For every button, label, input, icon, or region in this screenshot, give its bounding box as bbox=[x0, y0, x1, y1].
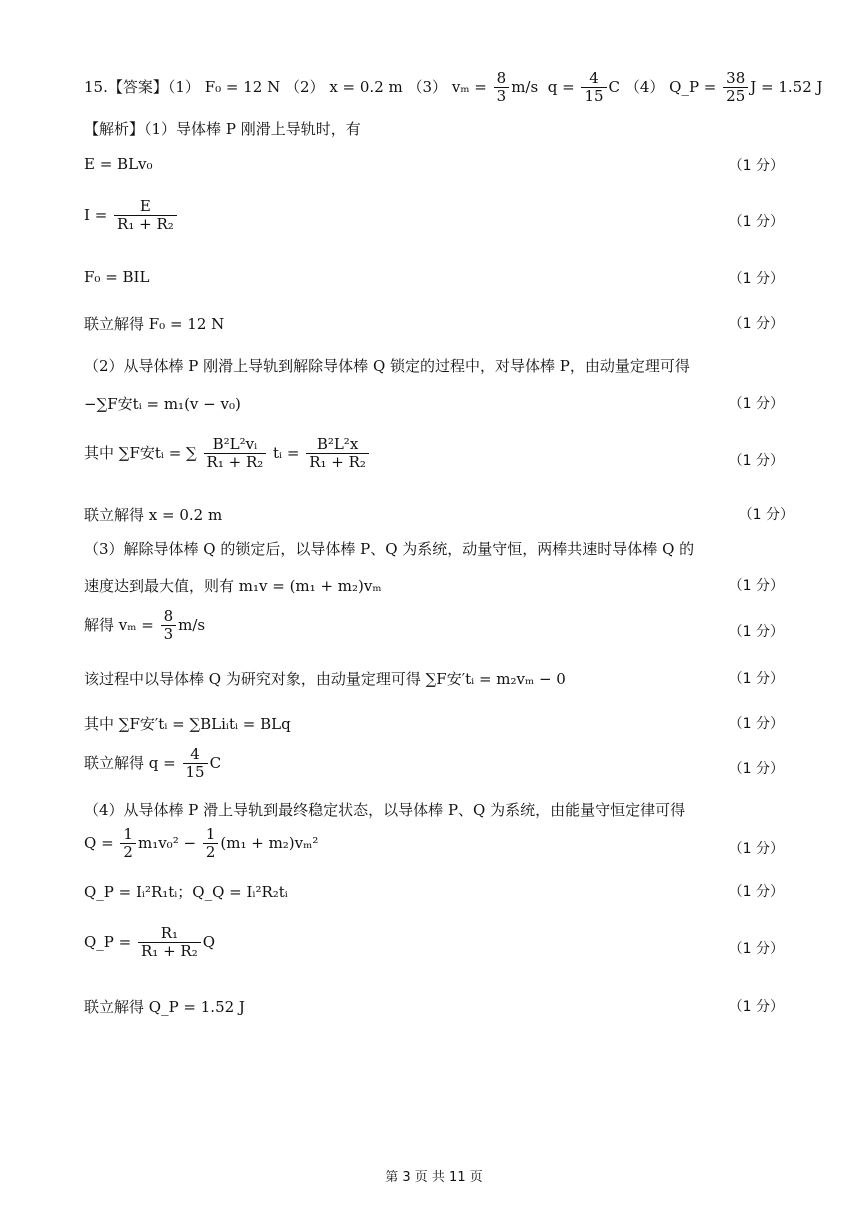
answer-q-fraction: $\frac{4}{15}$ bbox=[581, 70, 606, 106]
answer-q-unit: C bbox=[608, 77, 621, 96]
equation-impulse-sum-fraction-2: $\frac{\text{B²L²x}}{\text{R₁ + R₂}}$ bbox=[306, 436, 369, 472]
score-13: （1 分） bbox=[728, 841, 784, 857]
solve-Qp: 联立解得 Q_P = 1.52 J bbox=[84, 998, 245, 1016]
equation-current-fraction: $\frac{E}{\text{R₁ + R₂}}$ bbox=[114, 198, 177, 234]
score-1: （1 分） bbox=[728, 158, 784, 174]
score-11: （1 分） bbox=[728, 716, 784, 732]
answer-part-2: （2） bbox=[284, 77, 325, 96]
score-16: （1 分） bbox=[728, 999, 784, 1015]
equation-force: F₀ = BIL bbox=[84, 268, 150, 286]
answer-F0: F₀ = 12 N bbox=[204, 77, 281, 96]
analysis-intro-text: （1）导体棒 P 刚滑上导轨时，有 bbox=[144, 120, 361, 138]
equation-energy-mid: m₁v₀² − bbox=[137, 833, 197, 852]
answer-vm-fraction: $\frac{8}{3}$ bbox=[494, 70, 510, 106]
score-10: （1 分） bbox=[728, 671, 784, 687]
solve-q bbox=[84, 746, 221, 782]
score-2: （1 分） bbox=[728, 214, 784, 230]
score-5: （1 分） bbox=[728, 396, 784, 412]
part-3-text-1: （3）解除导体棒 Q 的锁定后，以导体棒 P、Q 为系统，动量守恒，两棒共速时导体棒 Q 的 bbox=[84, 540, 695, 558]
equation-energy-post: (m₁ + m₂)vₘ² bbox=[220, 833, 319, 852]
equation-heat-ratio-pre: Q_P = bbox=[84, 932, 132, 951]
equation-emf: E = BLv₀ bbox=[84, 155, 153, 173]
score-4: （1 分） bbox=[728, 316, 784, 332]
solve-q-fraction: $\frac{4}{15}$ bbox=[183, 746, 208, 782]
score-12: （1 分） bbox=[728, 761, 784, 777]
score-14: （1 分） bbox=[728, 884, 784, 900]
equation-momentum-P: −∑F安tᵢ = m₁(v − v₀) bbox=[84, 395, 241, 413]
answer-q-lhs: q = bbox=[547, 77, 575, 96]
equation-heat-ratio bbox=[84, 925, 215, 961]
equation-momentum-Q: 该过程中以导体棒 Q 为研究对象，由动量定理可得 ∑F安′tᵢ = m₂vₘ − 0 bbox=[84, 670, 566, 688]
score-3: （1 分） bbox=[728, 271, 784, 287]
equation-energy-fraction-2: $\frac{1}{2}$ bbox=[203, 826, 219, 862]
equation-charge: 其中 ∑F安′tᵢ = ∑BLiᵢtᵢ = BLq bbox=[84, 715, 291, 733]
answer-Qp-lhs: Q_P = bbox=[669, 77, 717, 96]
solve-F0: 联立解得 F₀ = 12 N bbox=[84, 315, 225, 333]
equation-impulse-sum-mid: tᵢ = bbox=[273, 443, 300, 462]
answer-vm-lhs: vₘ = bbox=[451, 77, 487, 96]
answer-vm-unit: m/s bbox=[511, 77, 539, 96]
solve-vm-fraction: $\frac{8}{3}$ bbox=[161, 608, 177, 644]
equation-heat-ratio-post: Q bbox=[202, 932, 216, 951]
answer-line bbox=[84, 70, 823, 106]
score-8: （1 分） bbox=[728, 578, 784, 594]
answer-part-4: （4） bbox=[624, 77, 665, 96]
equation-energy bbox=[84, 826, 318, 862]
answer-part-3: （3） bbox=[407, 77, 448, 96]
equation-heat-split: Q_P = Iᵢ²R₁tᵢ；Q_Q = Iᵢ²R₂tᵢ bbox=[84, 883, 288, 901]
page-footer: 第 3 页 共 11 页 bbox=[385, 1170, 483, 1185]
answer-x: x = 0.2 m bbox=[329, 77, 403, 96]
score-6: （1 分） bbox=[728, 453, 784, 469]
part-3-text-2: 速度达到最大值，则有 m₁v = (m₁ + m₂)vₘ bbox=[84, 577, 382, 595]
solve-vm bbox=[84, 608, 205, 644]
analysis-intro bbox=[84, 118, 361, 139]
equation-energy-fraction-1: $\frac{1}{2}$ bbox=[120, 826, 136, 862]
score-9: （1 分） bbox=[728, 624, 784, 640]
analysis-label: 【解析】 bbox=[84, 120, 145, 138]
score-15: （1 分） bbox=[728, 941, 784, 957]
part-4-text: （4）从导体棒 P 滑上导轨到最终稳定状态，以导体棒 P、Q 为系统，由能量守恒定律可得 bbox=[84, 801, 686, 819]
equation-current bbox=[84, 198, 179, 234]
equation-current-lhs: I = bbox=[84, 205, 108, 224]
solve-q-unit: C bbox=[209, 753, 222, 772]
equation-heat-ratio-fraction: $\frac{\text{R₁}}{\text{R₁ + R₂}}$ bbox=[138, 925, 201, 961]
solve-vm-unit: m/s bbox=[178, 615, 206, 634]
score-7: （1 分） bbox=[738, 507, 794, 523]
solve-vm-pre: 解得 vₘ = bbox=[84, 615, 154, 634]
solve-x: 联立解得 x = 0.2 m bbox=[84, 506, 223, 524]
equation-impulse-sum-fraction-1: $\frac{\text{B²L²vᵢ}}{\text{R₁ + R₂}}$ bbox=[204, 436, 267, 472]
equation-impulse-sum bbox=[84, 436, 371, 472]
answer-part-1: （1） bbox=[167, 77, 200, 96]
equation-impulse-sum-pre: 其中 ∑F安tᵢ = ∑ bbox=[84, 443, 197, 462]
equation-energy-pre: Q = bbox=[84, 833, 114, 852]
answer-Qp-unit: J = 1.52 J bbox=[750, 77, 823, 96]
solve-q-pre: 联立解得 q = bbox=[84, 753, 176, 772]
answer-label: 15.【答案】 bbox=[84, 77, 168, 96]
answer-Qp-fraction: $\frac{38}{25}$ bbox=[723, 70, 748, 106]
part-2-text: （2）从导体棒 P 刚滑上导轨到解除导体棒 Q 锁定的过程中，对导体棒 P，由动量定理可得 bbox=[84, 357, 690, 375]
